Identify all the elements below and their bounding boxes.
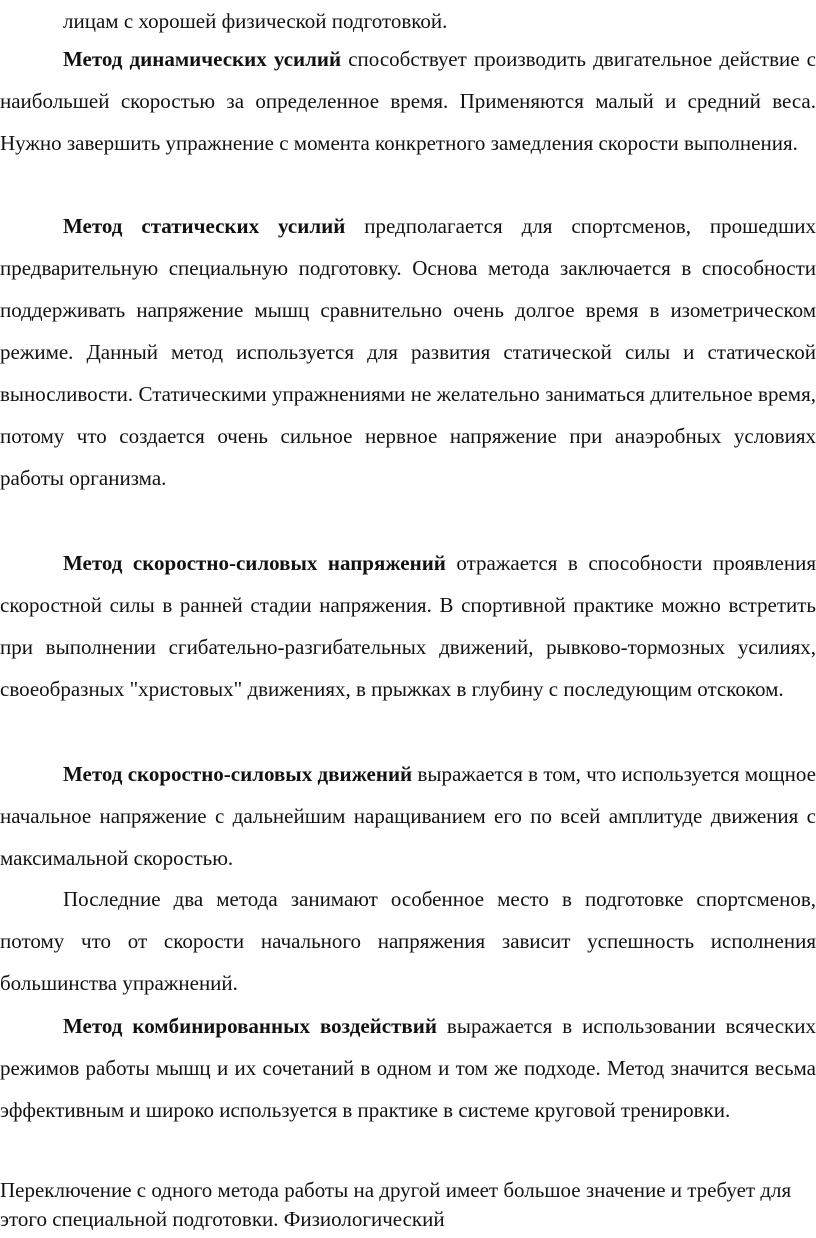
paragraph-last-two-methods bbox=[0, 878, 816, 1004]
method-term: Метод комбинированных воздействий bbox=[63, 1014, 437, 1038]
paragraph-combined-influences bbox=[0, 1005, 816, 1131]
paragraph-continuation bbox=[0, 0, 816, 42]
method-term: Метод скоростно-силовых движений bbox=[63, 762, 413, 786]
method-term: Метод статических усилий bbox=[63, 214, 346, 238]
paragraph-text: отражается в способности проявления скоростной силы в ранней стадии напряжения. В спортивной практике можно встретить при выполнении сгибательно-разгибательных движений, рывково-тормозных усилиях, своеобразных "христовых" движениях, в прыжках в глубину с последующим отскоком. bbox=[0, 551, 816, 701]
paragraph-text: лицам с хорошей физической подготовкой. bbox=[63, 9, 448, 33]
method-term: Метод скоростно-силовых напряжений bbox=[63, 551, 446, 575]
paragraph-text: Последние два метода занимают особенное место в подготовке спортсменов, потому что от скорости начального напряжения зависит успешность исполнения большинства упражнений. bbox=[0, 887, 816, 995]
paragraph-switching-methods bbox=[0, 1176, 816, 1234]
paragraph-dynamic-efforts bbox=[0, 38, 816, 164]
paragraph-static-efforts bbox=[0, 205, 816, 499]
paragraph-text: Переключение с одного метода работы на другой имеет большое значение и требует для этого специальной подготовки. Физиологический bbox=[0, 1178, 792, 1231]
paragraph-text: выражается в использовании всяческих режимов работы мышц и их сочетаний в одном и том же подходе. Метод значится весьма эффективным и широко используется в практике в системе круговой тренировки. bbox=[0, 1014, 816, 1122]
paragraph-text: способствует производить двигательное действие с наибольшей скоростью за определенное время. Применяются малый и средний веса. Нужно завершить упражнение с момента конкретного замедления скорости выполнения. bbox=[0, 47, 816, 155]
method-term: Метод динамических усилий bbox=[63, 47, 342, 71]
paragraph-text: предполагается для спортсменов, прошедших предварительную специальную подготовку. Основа метода заключается в способности поддерживать напряжение мышц сравнительно очень долгое время в изометрическом режиме. Данный метод используется для развития статической силы и статической выносливости. Статическими упражнениями не желательно заниматься длительное время, потому что создается очень сильное нервное напряжение при анаэробных условиях работы организма. bbox=[0, 214, 816, 490]
paragraph-text: выражается в том, что используется мощное начальное напряжение с дальнейшим наращиванием его по всей амплитуде движения с максимальной скоростью. bbox=[0, 762, 816, 870]
paragraph-speed-strength-tension bbox=[0, 542, 816, 710]
paragraph-speed-strength-movements bbox=[0, 753, 816, 879]
